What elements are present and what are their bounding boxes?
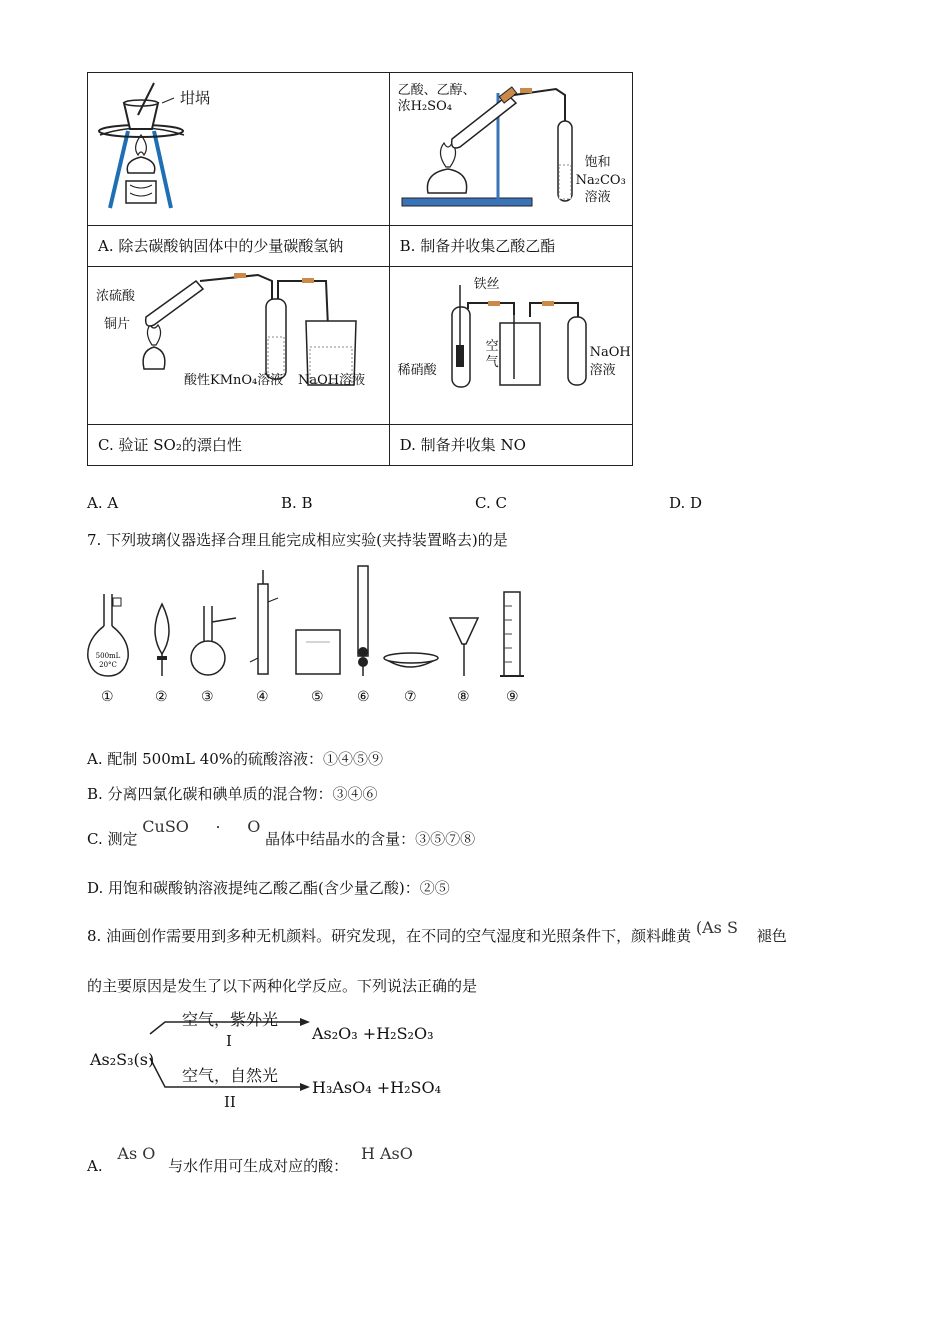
caption-d-letter: D. [399, 436, 416, 454]
q7-option-a: A. 配制 500mL 40%的硫酸溶液：①④⑤⑨ [87, 750, 384, 768]
q6-option-a: A. A [87, 494, 119, 512]
figure-a [88, 73, 390, 226]
label-reagents-1: 乙酸、乙醇、 [397, 83, 476, 98]
q6-options [87, 494, 787, 514]
instrument-number-4: ④ [256, 689, 269, 705]
instrument-number-2: ② [155, 689, 168, 705]
separatory-funnel [155, 604, 169, 676]
condenser [250, 570, 278, 674]
q8-formula-as2o3: As O [117, 1144, 156, 1163]
q8-stem-after: 褪色 [756, 927, 787, 945]
flask-temp: 20°C [99, 661, 117, 669]
q7-formula-b: O [247, 817, 261, 836]
caption-d [389, 425, 632, 466]
q7-option-c-suffix: 晶体中结晶水的含量：③⑤⑦⑧ [265, 830, 476, 848]
flask-capacity: 500mL [95, 652, 121, 660]
caption-a-text: 除去碳酸钠固体中的少量碳酸氢钠 [118, 237, 344, 255]
arrow-i-head [300, 1018, 310, 1026]
arrow-ii-head [300, 1083, 310, 1091]
instrument-number-8: ⑧ [457, 689, 470, 705]
label-na2co3: Na₂CO₃ [575, 173, 626, 188]
q7-formula-dot: · [215, 818, 221, 836]
condition-ii: 空气，自然光 [182, 1066, 279, 1085]
q8-stem-text: 8. 油画创作需要用到多种无机颜料。研究发现，在不同的空气湿度和光照条件下，颜料雌黄 [87, 927, 692, 945]
q7-option-d: D. 用饱和碳酸钠溶液提纯乙酸乙酯(含少量乙酸)：②⑤ [87, 879, 450, 897]
label-air-2: 气 [485, 355, 499, 370]
q7-option-c-prefix: C. 测定 [87, 830, 138, 848]
q8-option-a-middle: 与水作用可生成对应的酸： [168, 1157, 349, 1175]
label-ii: II [224, 1093, 236, 1111]
caption-d-text: 制备并收集 NO [420, 436, 526, 454]
beaker [296, 630, 340, 674]
label-solution: 溶液 [584, 190, 611, 205]
caption-b-letter: B. [399, 237, 416, 255]
q8-formula-h3aso3: H AsO [360, 1144, 413, 1163]
label-reagents-2: 浓H₂SO₄ [397, 99, 452, 114]
caption-a-letter: A. [98, 237, 114, 255]
q8-stem-line1 [87, 918, 787, 946]
instrument-number-6: ⑥ [357, 689, 370, 705]
label-naoh-d: NaOH [589, 345, 631, 360]
label-iron-wire: 铁丝 [473, 277, 500, 292]
distilling-flask [191, 606, 236, 675]
label-crucible: 坩埚 [180, 89, 211, 107]
instrument-number-3: ③ [201, 689, 214, 705]
caption-a [88, 226, 390, 267]
products-i: As₂O₃ +H₂S₂O₃ [312, 1024, 434, 1043]
caption-c-text: 验证 SO₂的漂白性 [118, 436, 242, 454]
reactant: As₂S₃(s) [90, 1050, 155, 1069]
caption-c-letter: C. [98, 436, 114, 454]
caption-c [88, 425, 390, 466]
label-kmno4: 酸性KMnO₄溶液 [184, 373, 284, 388]
instrument-number-1: ① [101, 689, 114, 705]
apparatus-table [87, 72, 633, 466]
label-copper: 铜片 [104, 317, 131, 332]
instrument-number-7: ⑦ [404, 689, 417, 705]
graduated-cylinder [500, 592, 524, 676]
label-air-1: 空 [485, 339, 499, 354]
instrument-number-5: ⑤ [311, 689, 324, 705]
caption-b-text: 制备并收集乙酸乙酯 [420, 237, 556, 255]
figure-c [88, 267, 390, 425]
q8-stem-formula: (As S [695, 918, 738, 937]
label-i: I [226, 1032, 232, 1050]
label-conc-h2so4: 浓硫酸 [96, 289, 136, 304]
funnel [450, 618, 478, 676]
label-solution-d: 溶液 [589, 363, 616, 378]
q8-option-a [87, 1144, 413, 1176]
products-ii: H₃AsO₄ +H₂SO₄ [312, 1078, 442, 1097]
q8-stem-line2: 的主要原因是发生了以下两种化学反应。下列说法正确的是 [87, 977, 478, 995]
label-naoh-c: NaOH溶液 [298, 373, 366, 388]
condition-i: 空气，紫外光 [182, 1010, 279, 1029]
label-saturated: 饱和 [584, 155, 611, 170]
q8-option-a-prefix: A. [87, 1157, 103, 1175]
q7-option-b: B. 分离四氯化碳和碘单质的混合物：③④⑥ [87, 785, 378, 803]
caption-b [389, 226, 632, 267]
q7-stem: 7. 下列玻璃仪器选择合理且能完成相应实验(夹持装置略去)的是 [87, 531, 508, 549]
figure-b [389, 73, 632, 226]
instrument-number-9: ⑨ [506, 689, 519, 705]
label-dilute-hno3: 稀硝酸 [397, 363, 437, 378]
evaporating-dish [384, 653, 438, 667]
q6-option-b: B. B [281, 494, 313, 512]
q6-option-d: D. D [669, 494, 703, 512]
glassware-figure [0, 562, 950, 682]
q6-option-c: C. C [475, 494, 507, 512]
crucible-heating-figure [88, 73, 388, 225]
q7-formula-a: CuSO [142, 817, 189, 836]
figure-d [389, 267, 632, 425]
buret [358, 566, 368, 676]
q7-option-c [87, 817, 476, 849]
